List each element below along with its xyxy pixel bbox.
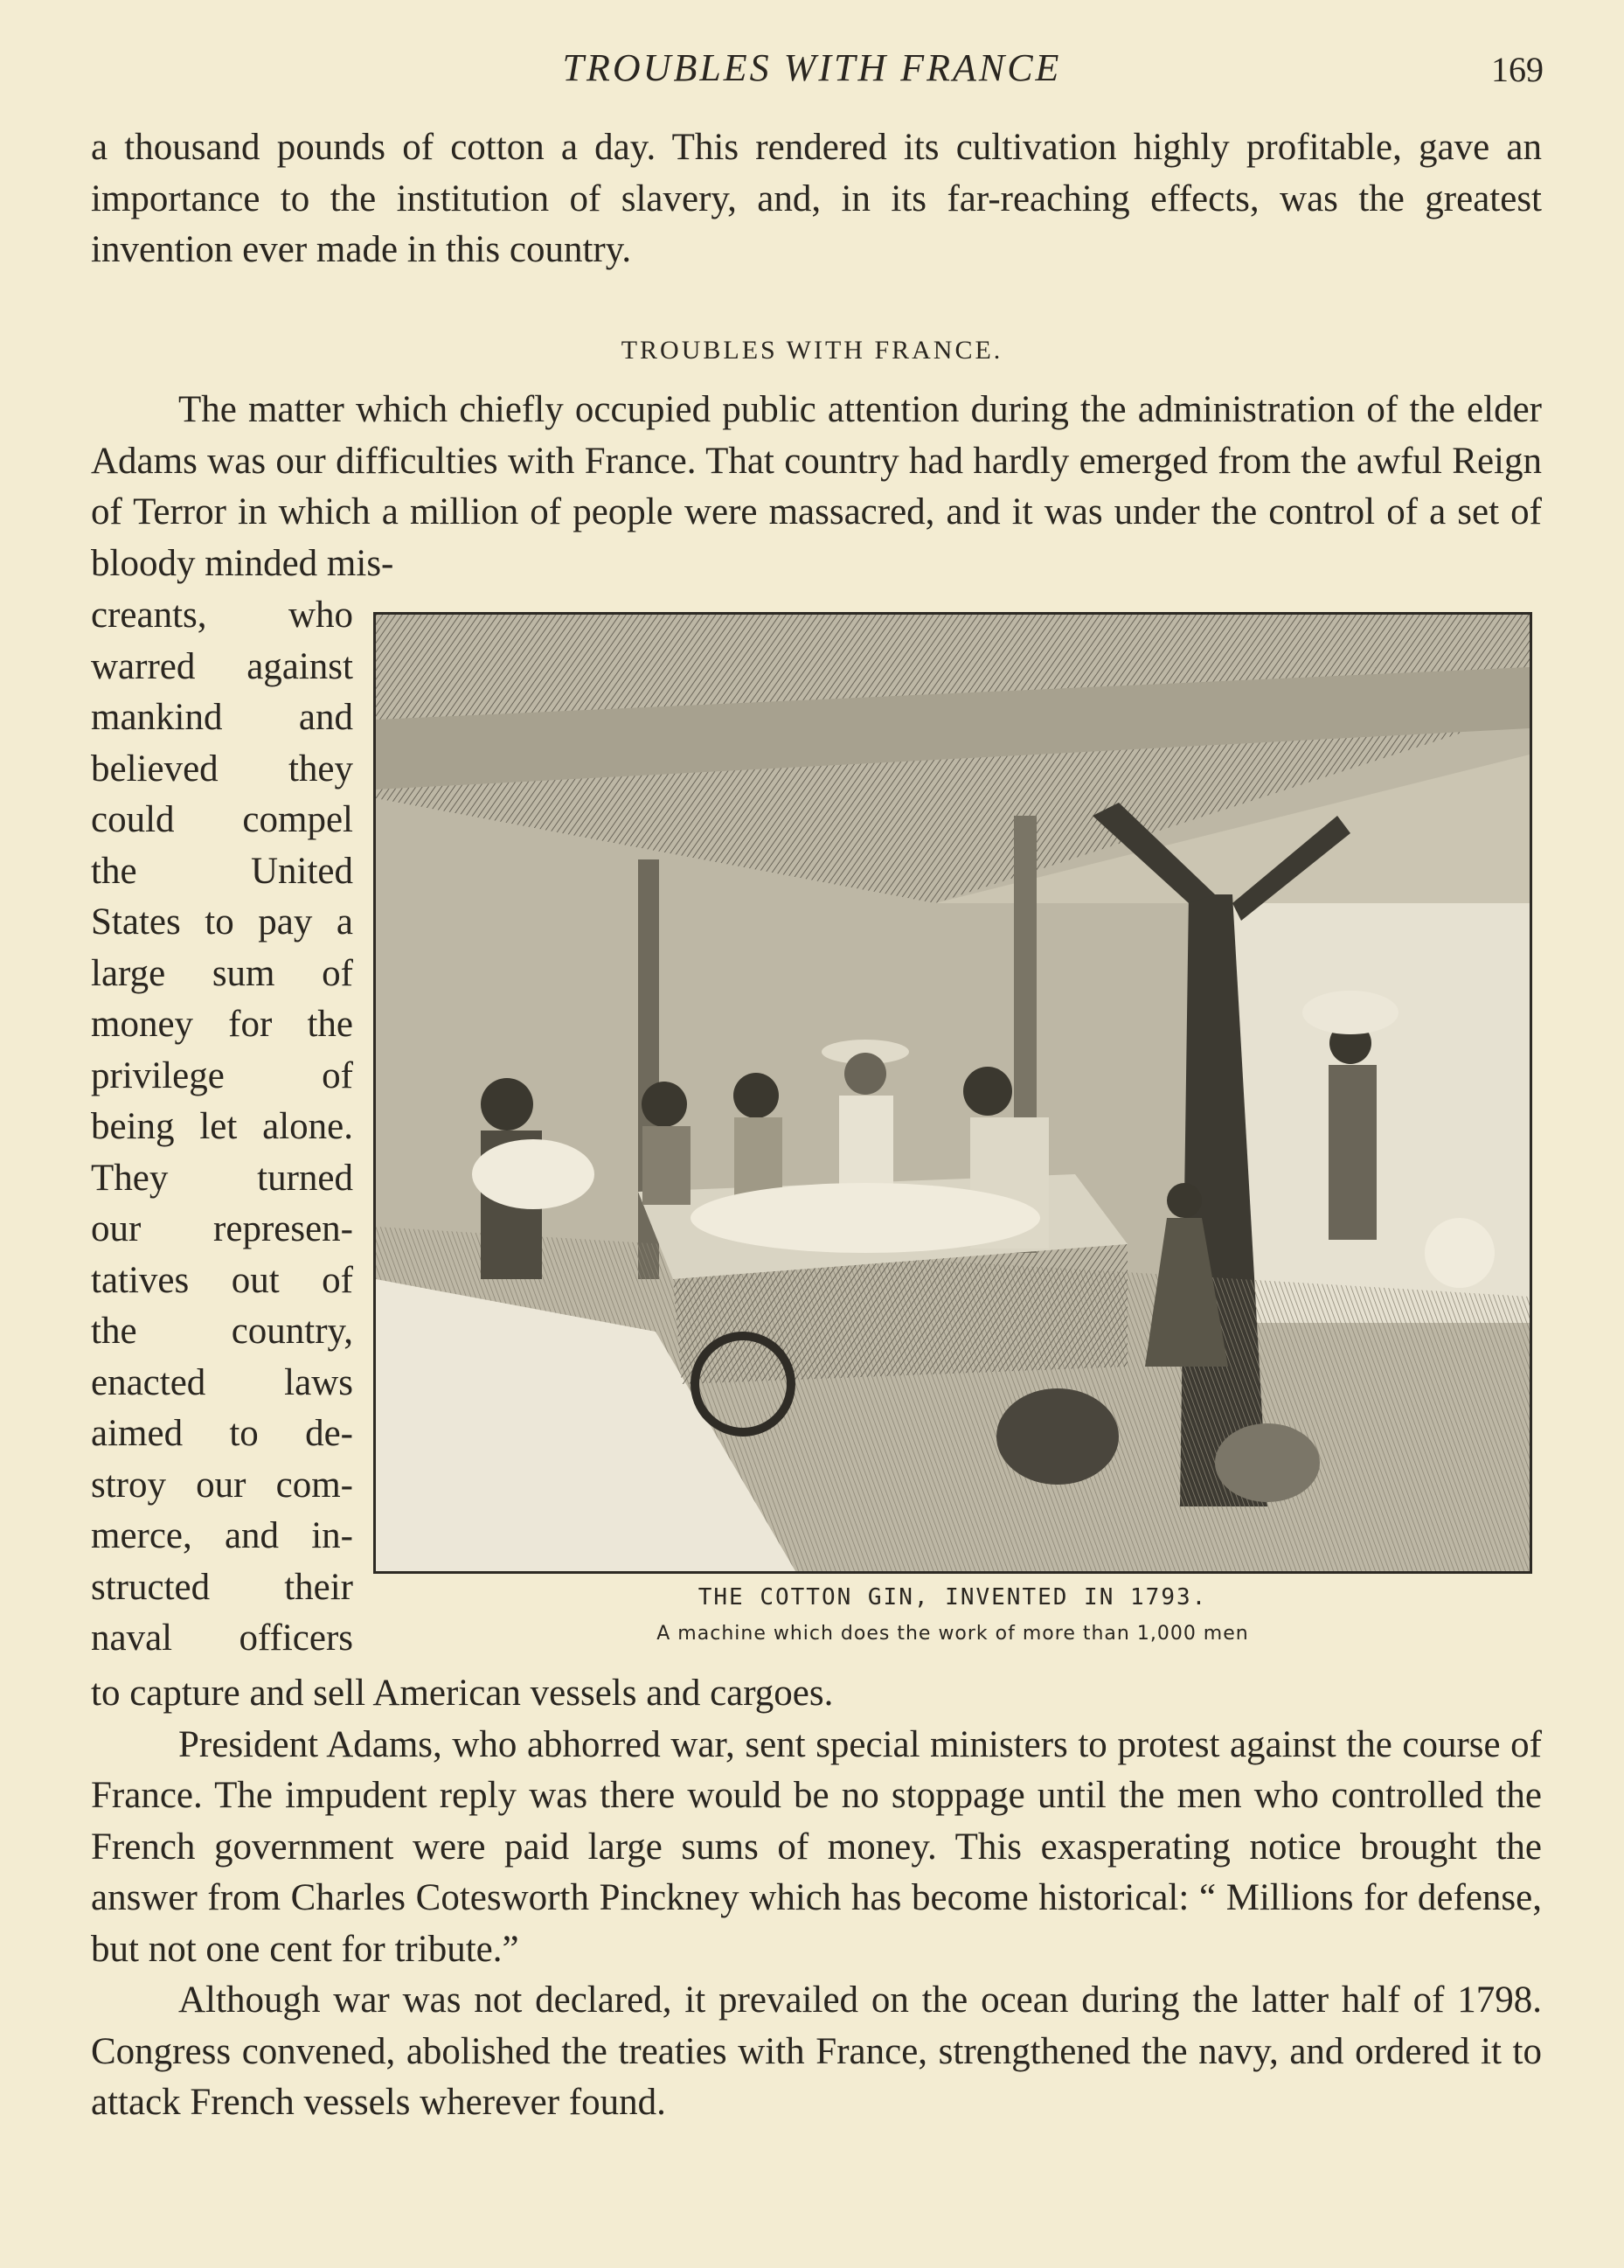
running-title: TROUBLES WITH FRANCE xyxy=(562,46,1062,89)
wrap-line: mankind and xyxy=(91,697,353,738)
wrap-line: being let alone. xyxy=(91,1106,353,1147)
wrap-line: stroy our com- xyxy=(91,1464,353,1506)
worker-figure xyxy=(733,1073,779,1118)
wrap-line: naval officers xyxy=(91,1618,353,1659)
paragraph-adams: President Adams, who abhorred war, sent special ministers to protest against the course of France. The impudent reply was there would be no stoppage until the men who controlled the French government were paid large sums of money. This exasperating notice brought the answer from Charles Cotesworth Pinckney which has become historical: “ Millions for defense, but not one cent for tribute.” xyxy=(91,1723,1542,1970)
after-wrap-block xyxy=(91,1668,1542,2129)
section-heading: TROUBLES WITH FRANCE. xyxy=(621,336,1003,365)
wrap-line: could compel xyxy=(91,799,353,840)
engraving-drawing xyxy=(376,615,1530,1571)
worker-figure xyxy=(642,1082,687,1127)
wrap-line: merce, and in- xyxy=(91,1515,353,1556)
worker-figure xyxy=(963,1067,1012,1116)
cotton-basket-carried xyxy=(1302,991,1398,1034)
paragraph-war: Although war was not declared, it prevailed on the ocean during the latter half of 1798. Congress convened, abolished the treaties with France, strengthened the navy, and ordered it to attack French vessels wherever found. xyxy=(91,1979,1542,2123)
wrap-column xyxy=(91,590,353,1665)
child-figure xyxy=(1167,1183,1202,1218)
cotton-on-table xyxy=(691,1183,1040,1253)
worker-figure xyxy=(481,1078,533,1131)
section-intro-paragraph: The matter which chiefly occupied public attention during the administration of the elder Adams was our difficulties with France. That country had hardly emerged from the awful Reign of Terror in which a million of people were massacred, and it was under the control of a set of bloody minded mis- xyxy=(91,389,1542,584)
wrap-line: aimed to de- xyxy=(91,1413,353,1454)
page-number: 169 xyxy=(1491,50,1544,89)
wrap-line: creants, who xyxy=(91,595,353,636)
opening-paragraph: a thousand pounds of cotton a day. This rendered its cultivation highly profitable, gave an importance to the institution of slavery, and, in its far-reaching effects, was the greatest invention ever made in this country. xyxy=(91,127,1542,270)
figure-caption-title: THE COTTON GIN, INVENTED IN 1793. xyxy=(697,1584,1208,1611)
wrap-line: believed they xyxy=(91,748,353,790)
wrap-line: the United xyxy=(91,850,353,892)
wrap-line: structed their xyxy=(91,1566,353,1608)
wrap-line: money for the xyxy=(91,1004,353,1045)
section-intro-block xyxy=(91,385,1542,589)
wrap-line: large sum of xyxy=(91,952,353,994)
wrap-line: privilege of xyxy=(91,1054,353,1096)
basket xyxy=(996,1388,1119,1485)
wrap-line: the country, xyxy=(91,1311,353,1352)
opening-paragraph-block xyxy=(91,122,1542,276)
figure-caption-subtitle: A machine which does the work of more than 1,000 men xyxy=(656,1623,1249,1645)
after-wrap-line: to capture and sell American vessels and cargoes. xyxy=(91,1673,834,1714)
basket xyxy=(1215,1423,1320,1502)
wrap-line: enacted laws xyxy=(91,1361,353,1403)
wrap-line: our represen- xyxy=(91,1208,353,1249)
wrap-line: They turned xyxy=(91,1157,353,1199)
running-head xyxy=(0,45,1624,98)
wrap-line: States to pay a xyxy=(91,901,353,943)
wrap-line: tatives out of xyxy=(91,1259,353,1301)
wrap-line: warred against xyxy=(91,645,353,687)
cotton-gin-illustration xyxy=(373,612,1532,1574)
overseer-figure xyxy=(844,1053,886,1095)
